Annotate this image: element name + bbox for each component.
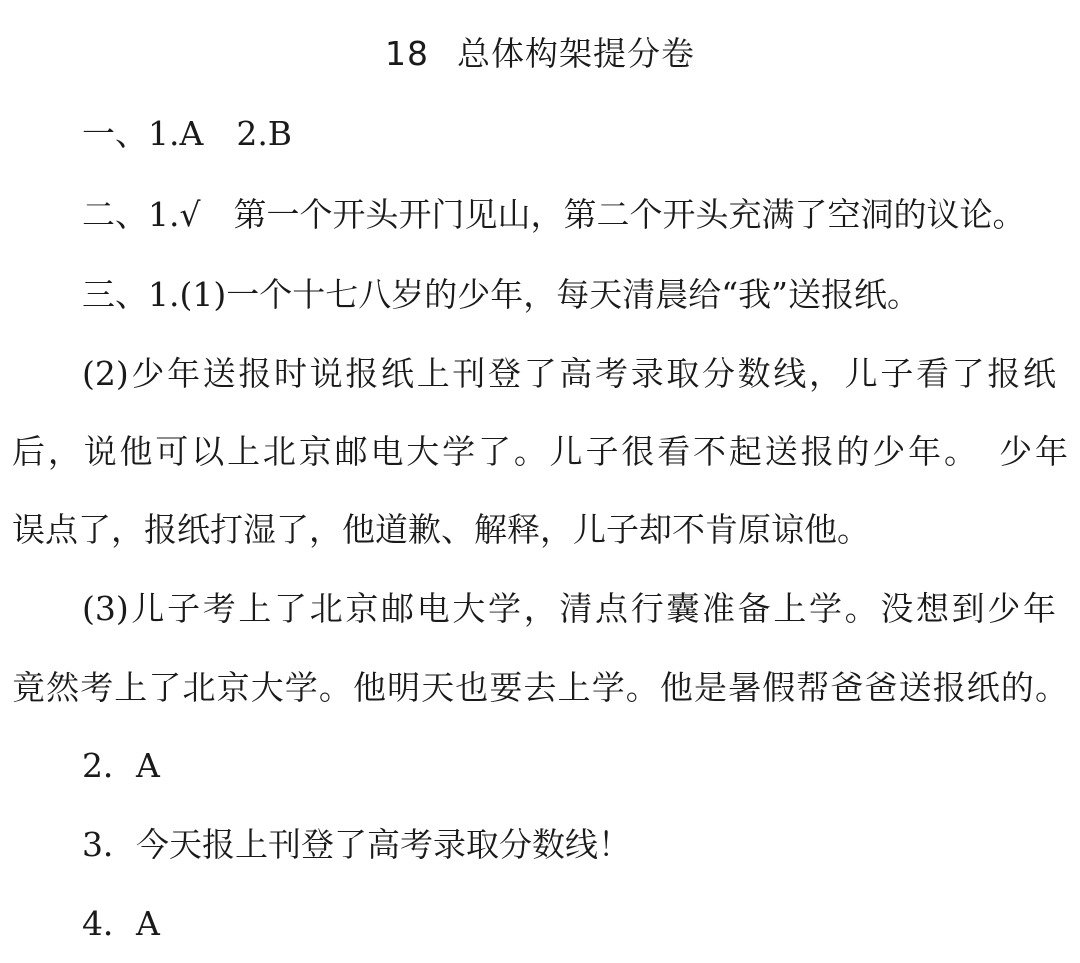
answer-line-2: 二、1.√ 第一个开头开门见山，第二个开头充满了空洞的议论。 [82,195,1026,234]
answer-line-11: 4．A [82,904,160,943]
answer-line-7: (3)儿子考上了北京邮电大学，清点行囊准备上学。没想到少年 [82,589,1056,628]
answer-line-1: 一、1.A 2.B [82,114,293,153]
title-text: 总体构架提分卷 [457,34,695,73]
answer-line-4: (2)少年送报时说报纸上刊登了高考录取分数线，儿子看了报纸 [82,354,1056,393]
answer-line-10: 3．今天报上刊登了高考录取分数线！ [82,825,631,864]
answer-line-5: 后，说他可以上北京邮电大学了。儿子很看不起送报的少年。 少年 [12,432,1068,471]
page-title [0,30,1080,78]
answer-line-8: 竟然考上了北京大学。他明天也要去上学。他是暑假帮爸爸送报纸的。 [12,668,1068,707]
answer-line-9: 2．A [82,746,160,785]
title-number: 18 [385,34,429,73]
answer-line-3: 三、1.(1)一个十七八岁的少年，每天清晨给“我”送报纸。 [82,275,920,314]
answer-line-6: 误点了，报纸打湿了，他道歉、解释，儿子却不肯原谅他。 [12,510,870,549]
